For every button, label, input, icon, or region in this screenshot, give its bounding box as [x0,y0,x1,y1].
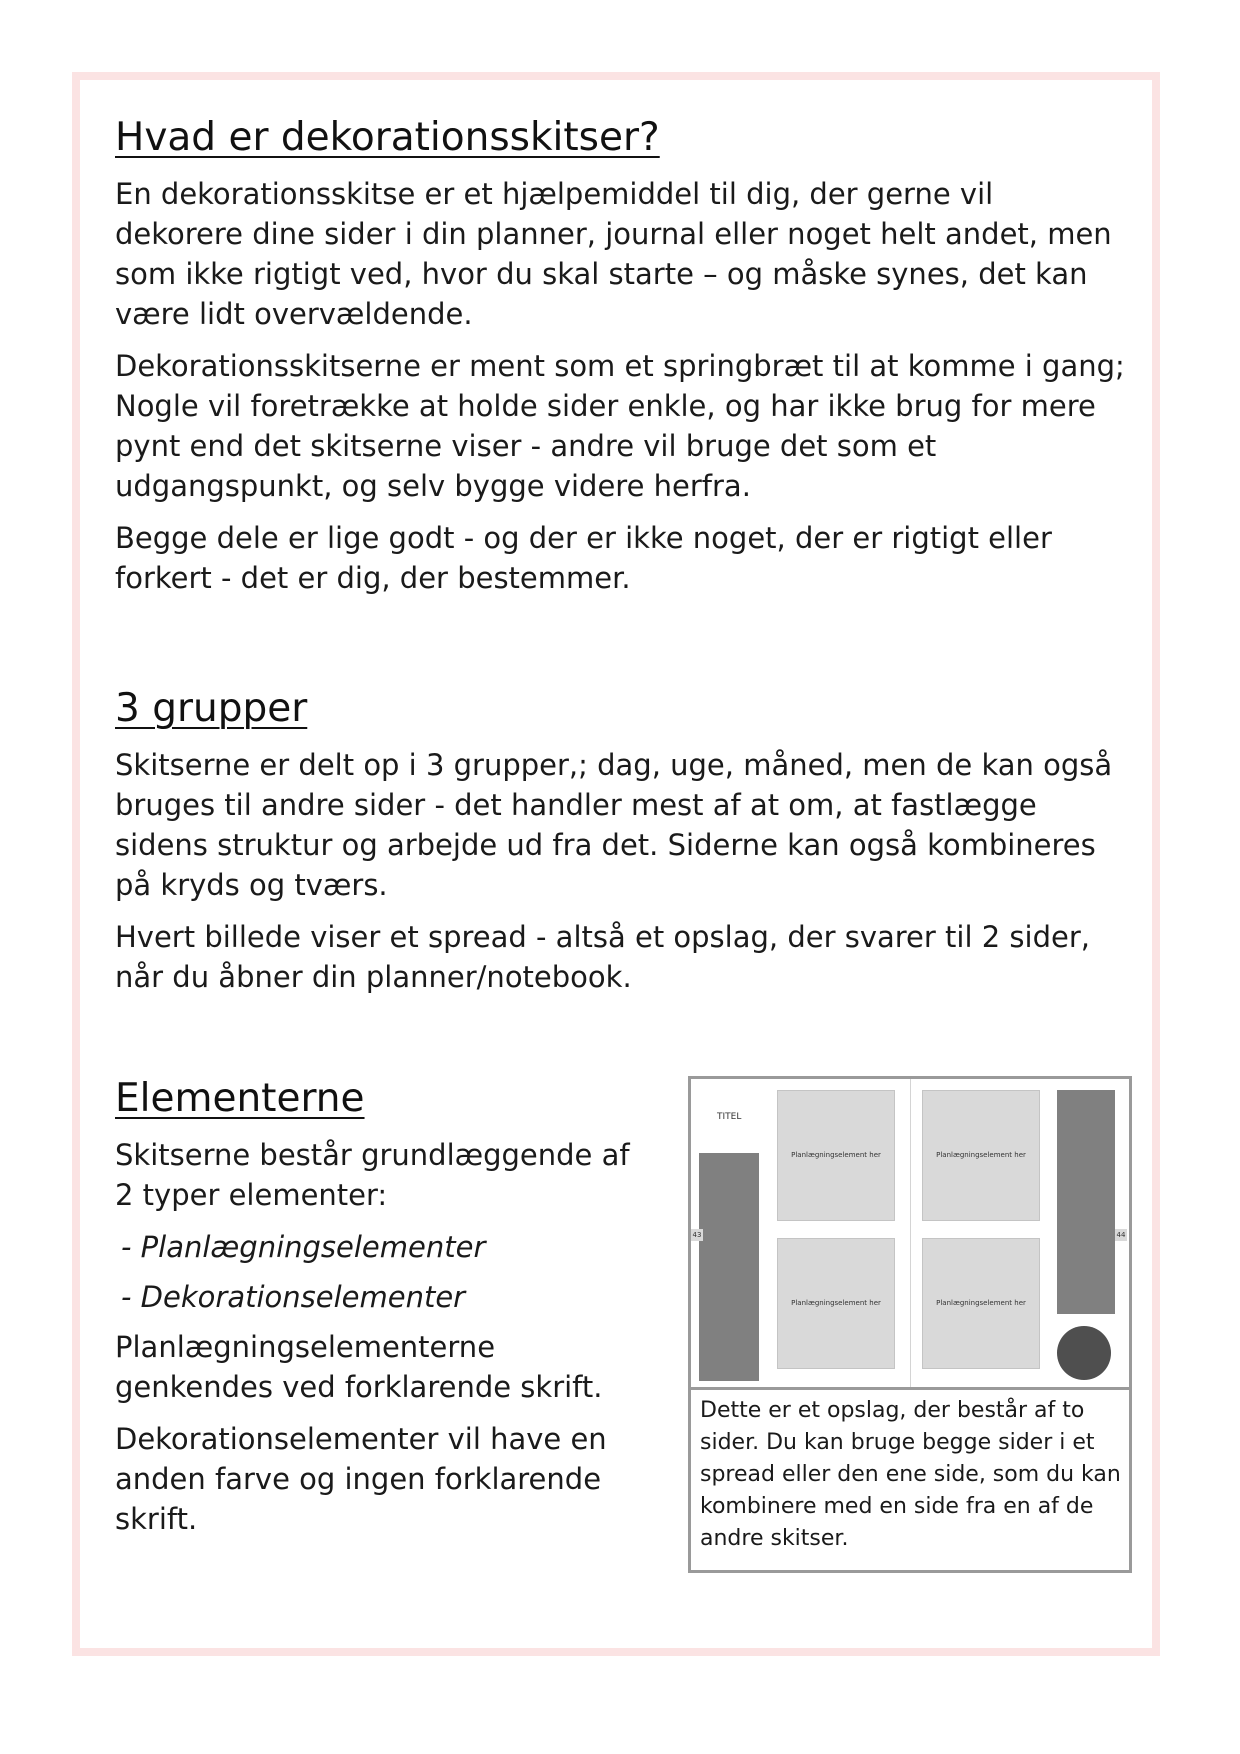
page-number-right: 44 [1116,1231,1126,1239]
section-what-are-sketches [115,115,1125,610]
spread-illustration [691,1079,1129,1390]
section-three-groups [115,686,1125,1009]
planning-element-label: Planlægningselement her [936,1299,1026,1307]
list-item: - Dekorationselementer [121,1279,466,1314]
planning-element-box [922,1090,1040,1221]
decoration-circle [1057,1326,1111,1380]
decoration-bar-left [699,1153,759,1381]
page-number-left: 43 [692,1231,702,1239]
paragraph: Dekorationselementer vil have en anden farve og ingen forklarende skrift. [115,1421,607,1536]
paragraph: Skitserne består grundlæggende af 2 typer elementer: [115,1137,630,1212]
section-elements [115,1076,635,1551]
paragraph: En dekorationsskitse er et hjælpemiddel til dig, der gerne vil dekorere dine sider i din planner, journal eller noget helt andet, men som ikke rigtigt ved, hvor du skal starte – og måske synes, det kan være lidt overvældende. [115,176,1112,331]
planning-element-label: Planlægningselement her [791,1151,881,1159]
planning-element-label: Planlægningselement her [791,1299,881,1307]
planning-element-label: Planlægningselement her [936,1151,1026,1159]
planning-element-box [777,1090,895,1221]
spread-sketch-figure [688,1076,1132,1573]
page-fold-line [910,1079,911,1387]
planning-element-box [777,1238,895,1369]
paragraph: Planlægningselementerne genkendes ved forklarende skrift. [115,1329,603,1404]
paragraph: Dekorationsskitserne er ment som et springbræt til at komme i gang; Nogle vil foretrække at holde sider enkle, og har ikke brug for mere pynt end det skitserne viser - andre vil bruge det som et udgangspunkt, og selv bygge videre herfra. [115,348,1125,503]
paragraph: Hvert billede viser et spread - altså et opslag, der svarer til 2 sider, når du åbner din planner/notebook. [115,919,1090,994]
sketch-title: TITEL [717,1112,742,1122]
planning-element-box [922,1238,1040,1369]
paragraph: Begge dele er lige godt - og der er ikke noget, der er rigtigt eller forkert - det er dig, der bestemmer. [115,520,1052,595]
figure-caption: Dette er et opslag, der består af to sider. Du kan bruge begge sider i et spread eller den ene side, som du kan kombinere med en side fra en af de andre skitser. [700,1398,1121,1551]
list-item: - Planlægningselementer [121,1229,486,1264]
paragraph: Skitserne er delt op i 3 grupper,; dag, uge, måned, men de kan også bruges til andre sider - det handler mest af at om, at fastlægge sidens struktur og arbejde ud fra det. Siderne kan også kombineres på kryds og tværs. [115,747,1113,902]
decoration-bar-right [1057,1090,1115,1314]
heading-what-are-sketches: Hvad er dekorationsskitser? [115,115,660,160]
heading-elements: Elementerne [115,1076,365,1121]
heading-three-groups: 3 grupper [115,686,308,731]
